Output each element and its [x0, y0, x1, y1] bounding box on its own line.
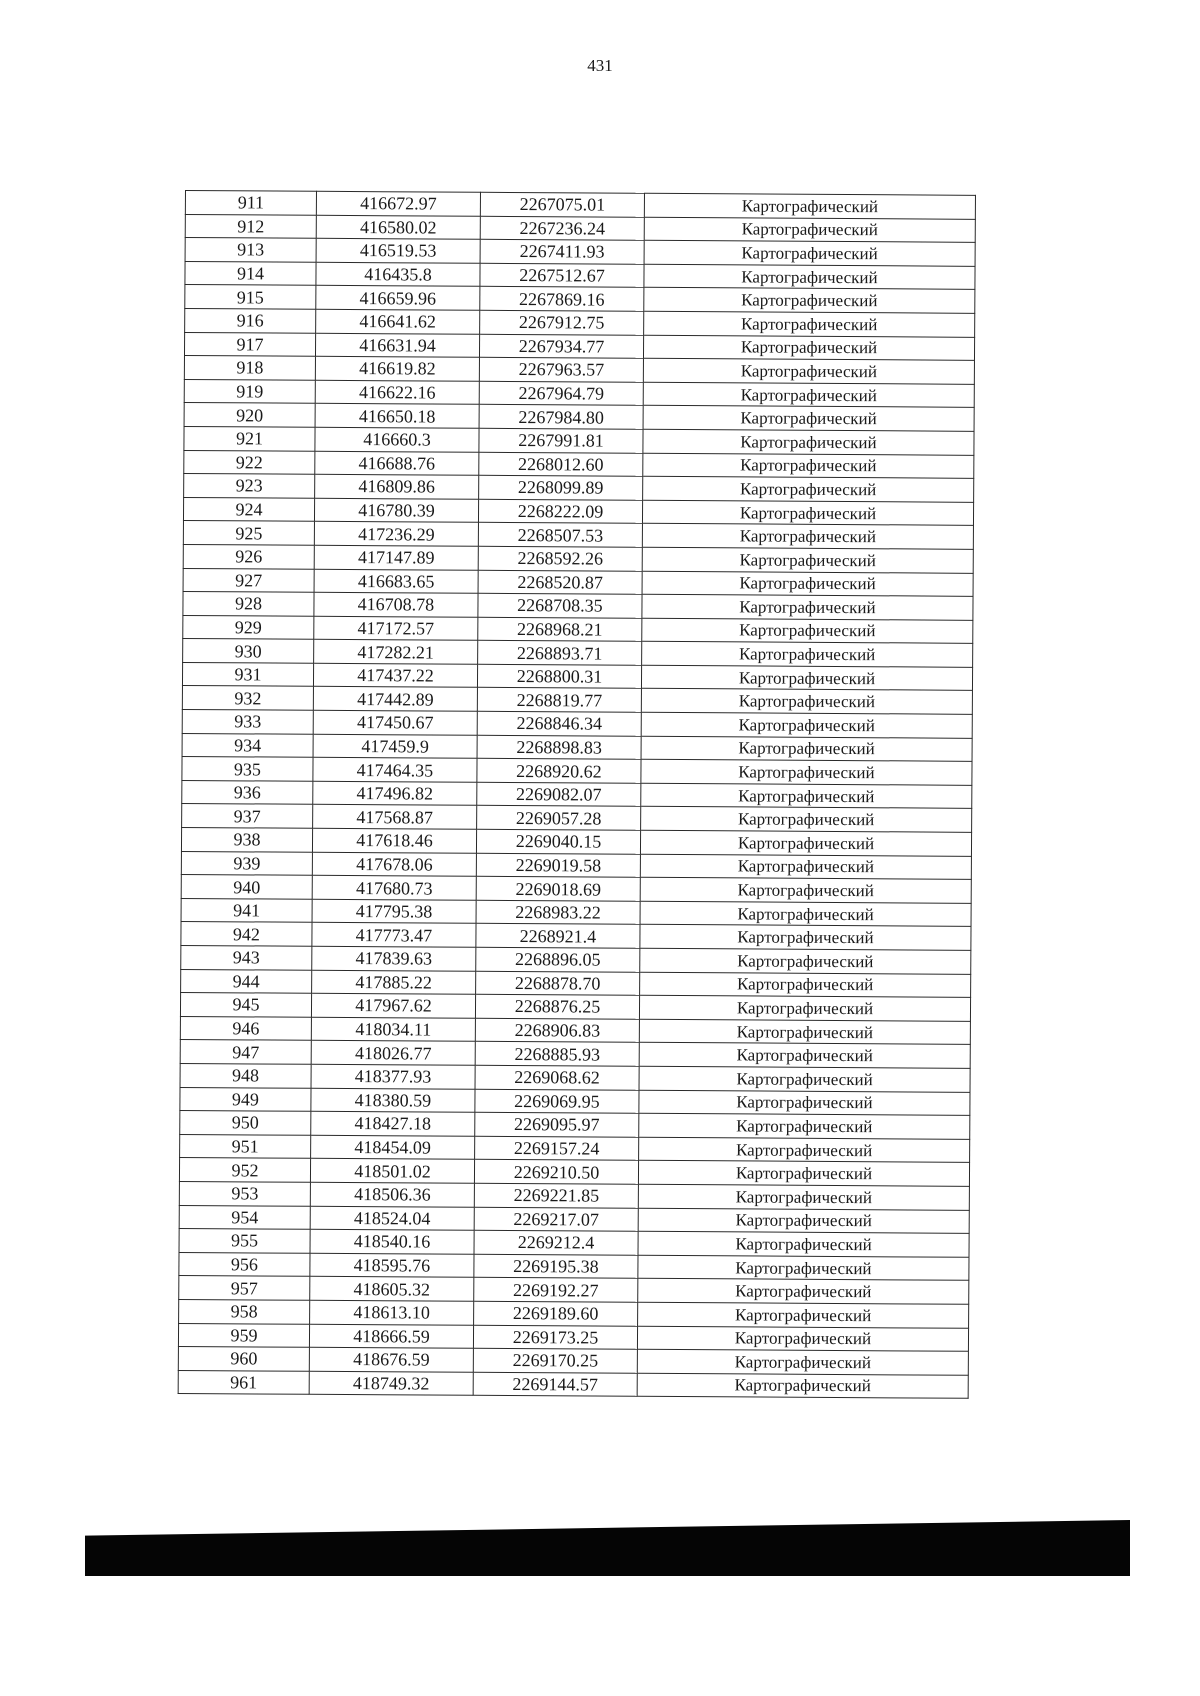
method-cell: Картографический	[642, 642, 973, 668]
point-number-cell: 923	[184, 474, 315, 498]
y-coordinate-cell: 2268885.93	[475, 1042, 639, 1067]
y-coordinate-cell: 2269157.24	[475, 1136, 639, 1161]
method-cell: Картографический	[644, 217, 975, 243]
method-cell: Картографический	[641, 783, 972, 809]
point-number-cell: 959	[178, 1323, 309, 1347]
point-number-cell: 922	[184, 450, 315, 474]
point-number-cell: 913	[185, 238, 316, 262]
y-coordinate-cell: 2269095.97	[475, 1112, 639, 1137]
x-coordinate-cell: 418605.32	[310, 1277, 474, 1302]
x-coordinate-cell: 416688.76	[315, 451, 479, 476]
point-number-cell: 915	[185, 285, 316, 309]
x-coordinate-cell: 418613.10	[310, 1300, 474, 1325]
method-cell: Картографический	[644, 240, 975, 266]
x-coordinate-cell: 418676.59	[309, 1347, 473, 1372]
point-number-cell: 931	[182, 662, 313, 686]
method-cell: Картографический	[640, 901, 971, 927]
y-coordinate-cell: 2268920.62	[477, 759, 641, 784]
x-coordinate-cell: 417282.21	[314, 640, 478, 665]
point-number-cell: 942	[181, 922, 312, 946]
y-coordinate-cell: 2268520.87	[478, 570, 642, 595]
method-cell: Картографический	[642, 524, 973, 550]
point-number-cell: 932	[182, 686, 313, 710]
y-coordinate-cell: 2268876.25	[475, 994, 639, 1019]
y-coordinate-cell: 2267075.01	[480, 192, 644, 217]
scan-black-band	[85, 1520, 1130, 1576]
method-cell: Картографический	[642, 571, 973, 597]
x-coordinate-cell: 417459.9	[313, 734, 477, 759]
method-cell: Картографический	[639, 1137, 970, 1163]
x-coordinate-cell: 418377.93	[311, 1064, 475, 1089]
y-coordinate-cell: 2268968.21	[478, 617, 642, 642]
x-coordinate-cell: 417442.89	[313, 687, 477, 712]
point-number-cell: 961	[178, 1370, 309, 1394]
method-cell: Картографический	[638, 1255, 969, 1281]
x-coordinate-cell: 417236.29	[314, 522, 478, 547]
y-coordinate-cell: 2267411.93	[480, 239, 644, 264]
page-number: 431	[587, 56, 613, 75]
x-coordinate-cell: 418506.36	[310, 1182, 474, 1207]
x-coordinate-cell: 416435.8	[316, 262, 480, 287]
x-coordinate-cell: 417437.22	[313, 663, 477, 688]
point-number-cell: 947	[180, 1040, 311, 1064]
y-coordinate-cell: 2269144.57	[473, 1372, 637, 1397]
point-number-cell: 933	[182, 710, 313, 734]
method-cell: Картографический	[643, 476, 974, 502]
x-coordinate-cell: 416683.65	[314, 569, 478, 594]
x-coordinate-cell: 417496.82	[313, 781, 477, 806]
x-coordinate-cell: 417172.57	[314, 616, 478, 641]
x-coordinate-cell: 418749.32	[309, 1371, 473, 1396]
x-coordinate-cell: 416650.18	[315, 404, 479, 429]
point-number-cell: 940	[181, 875, 312, 899]
x-coordinate-cell: 417773.47	[312, 923, 476, 948]
method-cell: Картографический	[637, 1349, 968, 1375]
coordinates-table-wrapper	[178, 190, 971, 1399]
y-coordinate-cell: 2269221.85	[474, 1183, 638, 1208]
method-cell: Картографический	[637, 1373, 968, 1399]
point-number-cell: 914	[185, 261, 316, 285]
method-cell: Картографический	[643, 406, 974, 432]
x-coordinate-cell: 418427.18	[311, 1111, 475, 1136]
y-coordinate-cell: 2268906.83	[475, 1018, 639, 1043]
x-coordinate-cell: 416580.02	[316, 215, 480, 240]
x-coordinate-cell: 416780.39	[314, 498, 478, 523]
y-coordinate-cell: 2267236.24	[480, 216, 644, 241]
x-coordinate-cell: 418454.09	[311, 1135, 475, 1160]
y-coordinate-cell: 2267991.81	[479, 428, 643, 453]
point-number-cell: 927	[183, 568, 314, 592]
method-cell: Картографический	[642, 547, 973, 573]
y-coordinate-cell: 2268898.83	[477, 735, 641, 760]
y-coordinate-cell: 2267963.57	[479, 357, 643, 382]
point-number-cell: 935	[182, 757, 313, 781]
x-coordinate-cell: 418026.77	[311, 1041, 475, 1066]
y-coordinate-cell: 2269019.58	[476, 853, 640, 878]
method-cell: Картографический	[642, 500, 973, 526]
x-coordinate-cell: 416622.16	[315, 380, 479, 405]
method-cell: Картографический	[642, 594, 973, 620]
method-cell: Картографический	[640, 854, 971, 880]
x-coordinate-cell: 418666.59	[309, 1324, 473, 1349]
method-cell: Картографический	[638, 1302, 969, 1328]
y-coordinate-cell: 2269189.60	[474, 1301, 638, 1326]
x-coordinate-cell: 416660.3	[315, 427, 479, 452]
method-cell: Картографический	[638, 1231, 969, 1257]
coordinates-table-body	[178, 191, 975, 1399]
y-coordinate-cell: 2268507.53	[478, 523, 642, 548]
y-coordinate-cell: 2268893.71	[478, 641, 642, 666]
y-coordinate-cell: 2269068.62	[475, 1065, 639, 1090]
point-number-cell: 936	[182, 780, 313, 804]
method-cell: Картографический	[641, 689, 972, 715]
point-number-cell: 946	[180, 1016, 311, 1040]
method-cell: Картографический	[641, 712, 972, 738]
point-number-cell: 925	[183, 521, 314, 545]
point-number-cell: 960	[178, 1347, 309, 1371]
method-cell: Картографический	[642, 618, 973, 644]
method-cell: Картографический	[639, 1090, 970, 1116]
point-number-cell: 956	[179, 1252, 310, 1276]
x-coordinate-cell: 417568.87	[313, 805, 477, 830]
x-coordinate-cell: 417450.67	[313, 710, 477, 735]
x-coordinate-cell: 417967.62	[311, 993, 475, 1018]
y-coordinate-cell: 2269210.50	[474, 1160, 638, 1185]
point-number-cell: 911	[185, 191, 316, 215]
method-cell: Картографический	[644, 264, 975, 290]
y-coordinate-cell: 2268819.77	[477, 688, 641, 713]
point-number-cell: 937	[182, 804, 313, 828]
method-cell: Картографический	[639, 995, 970, 1021]
y-coordinate-cell: 2267934.77	[479, 334, 643, 359]
y-coordinate-cell: 2269018.69	[476, 877, 640, 902]
x-coordinate-cell: 417678.06	[312, 852, 476, 877]
y-coordinate-cell: 2268012.60	[479, 452, 643, 477]
x-coordinate-cell: 417618.46	[312, 828, 476, 853]
method-cell: Картографический	[644, 311, 975, 337]
point-number-cell: 919	[184, 379, 315, 403]
x-coordinate-cell: 416641.62	[316, 309, 480, 334]
x-coordinate-cell: 418501.02	[310, 1159, 474, 1184]
y-coordinate-cell: 2269057.28	[477, 806, 641, 831]
x-coordinate-cell: 418034.11	[311, 1017, 475, 1042]
y-coordinate-cell: 2269217.07	[474, 1207, 638, 1232]
point-number-cell: 955	[179, 1229, 310, 1253]
y-coordinate-cell: 2268592.26	[478, 546, 642, 571]
y-coordinate-cell: 2269082.07	[477, 782, 641, 807]
point-number-cell: 929	[183, 615, 314, 639]
point-number-cell: 944	[181, 969, 312, 993]
point-number-cell: 926	[183, 544, 314, 568]
x-coordinate-cell: 417885.22	[312, 970, 476, 995]
y-coordinate-cell: 2268896.05	[476, 947, 640, 972]
method-cell: Картографический	[638, 1161, 969, 1187]
point-number-cell: 945	[180, 993, 311, 1017]
y-coordinate-cell: 2268846.34	[477, 711, 641, 736]
point-number-cell: 949	[180, 1087, 311, 1111]
x-coordinate-cell: 417795.38	[312, 899, 476, 924]
method-cell: Картографический	[638, 1208, 969, 1234]
point-number-cell: 952	[179, 1158, 310, 1182]
point-number-cell: 957	[179, 1276, 310, 1300]
method-cell: Картографический	[638, 1184, 969, 1210]
point-number-cell: 948	[180, 1063, 311, 1087]
coordinates-table	[178, 190, 976, 1399]
y-coordinate-cell: 2268878.70	[476, 971, 640, 996]
x-coordinate-cell: 417680.73	[312, 876, 476, 901]
point-number-cell: 941	[181, 898, 312, 922]
method-cell: Картографический	[639, 1066, 970, 1092]
y-coordinate-cell: 2268708.35	[478, 593, 642, 618]
method-cell: Картографический	[639, 1019, 970, 1045]
method-cell: Картографический	[639, 1113, 970, 1139]
y-coordinate-cell: 2269173.25	[473, 1325, 637, 1350]
point-number-cell: 930	[183, 639, 314, 663]
method-cell: Картографический	[643, 335, 974, 361]
method-cell: Картографический	[638, 1279, 969, 1305]
method-cell: Картографический	[637, 1326, 968, 1352]
point-number-cell: 918	[184, 356, 315, 380]
method-cell: Картографический	[641, 665, 972, 691]
point-number-cell: 950	[180, 1111, 311, 1135]
table-row	[178, 1370, 968, 1398]
point-number-cell: 928	[183, 592, 314, 616]
point-number-cell: 954	[179, 1205, 310, 1229]
point-number-cell: 917	[184, 332, 315, 356]
x-coordinate-cell: 416631.94	[315, 333, 479, 358]
method-cell: Картографический	[644, 193, 975, 219]
y-coordinate-cell: 2268800.31	[477, 664, 641, 689]
y-coordinate-cell: 2269195.38	[474, 1254, 638, 1279]
y-coordinate-cell: 2268921.4	[476, 924, 640, 949]
point-number-cell: 921	[184, 426, 315, 450]
method-cell: Картографический	[641, 807, 972, 833]
method-cell: Картографический	[641, 736, 972, 762]
method-cell: Картографический	[640, 948, 971, 974]
point-number-cell: 920	[184, 403, 315, 427]
method-cell: Картографический	[640, 972, 971, 998]
y-coordinate-cell: 2267964.79	[479, 381, 643, 406]
point-number-cell: 943	[181, 945, 312, 969]
x-coordinate-cell: 418380.59	[311, 1088, 475, 1113]
y-coordinate-cell: 2267512.67	[480, 263, 644, 288]
method-cell: Картографический	[640, 925, 971, 951]
y-coordinate-cell: 2267912.75	[480, 310, 644, 335]
point-number-cell: 924	[183, 497, 314, 521]
method-cell: Картографический	[643, 382, 974, 408]
method-cell: Картографический	[643, 358, 974, 384]
method-cell: Картографический	[640, 878, 971, 904]
y-coordinate-cell: 2267984.80	[479, 405, 643, 430]
method-cell: Картографический	[643, 453, 974, 479]
x-coordinate-cell: 416519.53	[316, 238, 480, 263]
point-number-cell: 934	[182, 733, 313, 757]
x-coordinate-cell: 418540.16	[310, 1229, 474, 1254]
method-cell: Картографический	[641, 760, 972, 786]
point-number-cell: 939	[181, 851, 312, 875]
x-coordinate-cell: 416708.78	[314, 592, 478, 617]
x-coordinate-cell: 416672.97	[316, 191, 480, 216]
x-coordinate-cell: 418595.76	[310, 1253, 474, 1278]
y-coordinate-cell: 2268099.89	[479, 475, 643, 500]
y-coordinate-cell: 2267869.16	[480, 287, 644, 312]
y-coordinate-cell: 2268222.09	[478, 499, 642, 524]
y-coordinate-cell: 2268983.22	[476, 900, 640, 925]
point-number-cell: 951	[180, 1134, 311, 1158]
x-coordinate-cell: 416659.96	[316, 286, 480, 311]
method-cell: Картографический	[643, 429, 974, 455]
method-cell: Картографический	[640, 830, 971, 856]
y-coordinate-cell: 2269192.27	[474, 1278, 638, 1303]
point-number-cell: 953	[179, 1181, 310, 1205]
method-cell: Картографический	[639, 1043, 970, 1069]
x-coordinate-cell: 417147.89	[314, 545, 478, 570]
method-cell: Картографический	[644, 288, 975, 314]
x-coordinate-cell: 416809.86	[315, 474, 479, 499]
y-coordinate-cell: 2269212.4	[474, 1230, 638, 1255]
y-coordinate-cell: 2269040.15	[476, 829, 640, 854]
point-number-cell: 912	[185, 214, 316, 238]
y-coordinate-cell: 2269069.95	[475, 1089, 639, 1114]
x-coordinate-cell: 417839.63	[312, 946, 476, 971]
x-coordinate-cell: 417464.35	[313, 758, 477, 783]
point-number-cell: 958	[179, 1299, 310, 1323]
x-coordinate-cell: 418524.04	[310, 1206, 474, 1231]
x-coordinate-cell: 416619.82	[315, 356, 479, 381]
y-coordinate-cell: 2269170.25	[473, 1348, 637, 1373]
point-number-cell: 916	[185, 308, 316, 332]
point-number-cell: 938	[181, 828, 312, 852]
